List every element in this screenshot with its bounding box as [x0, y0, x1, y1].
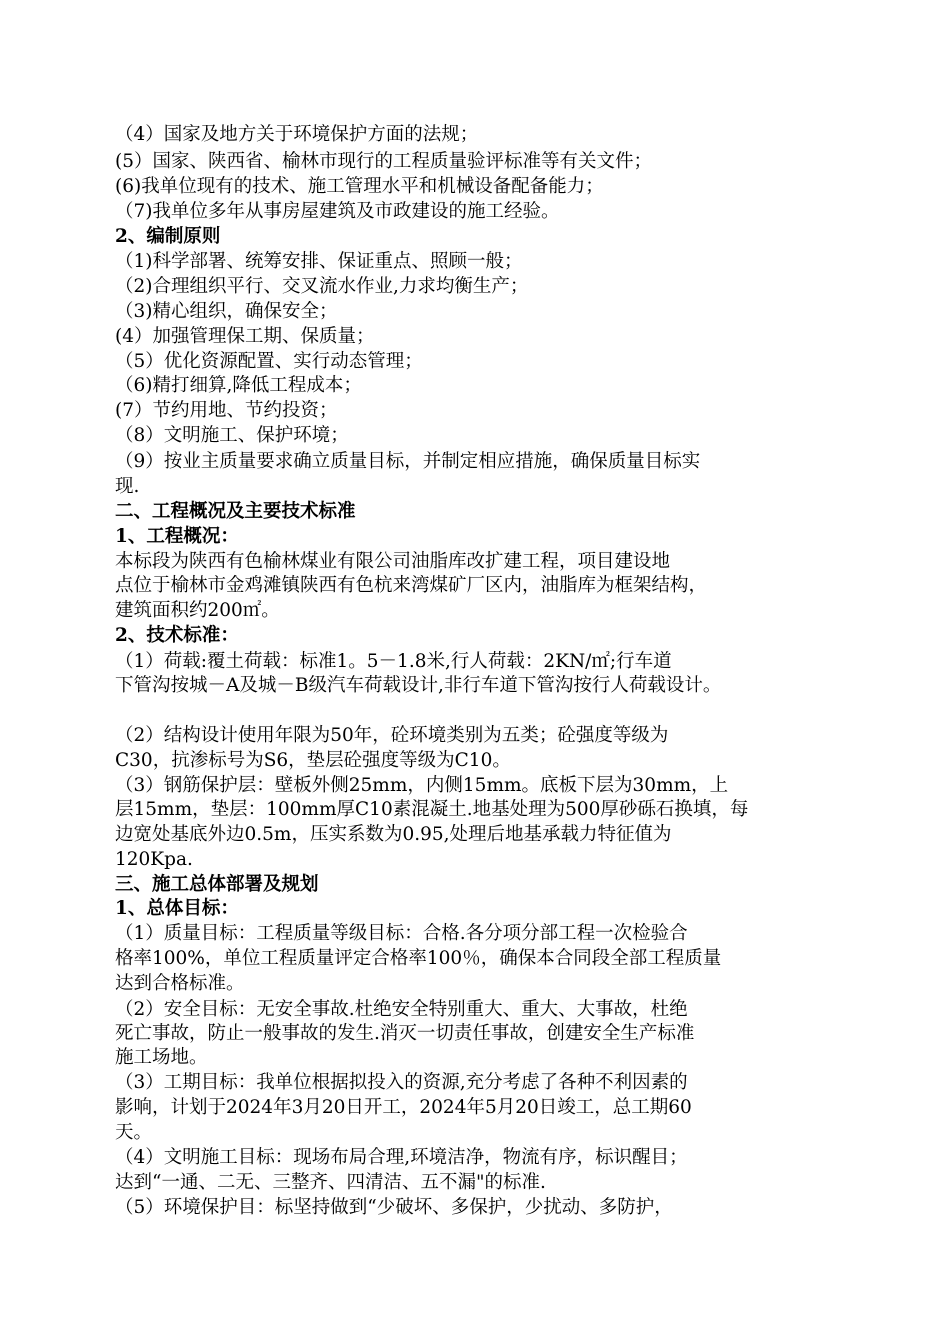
text-line: 格率100%，单位工程质量评定合格率100％，确保本合同段全部工程质量 [115, 948, 722, 969]
text-line: 达到“一通、二无、三整齐、四清洁、五不漏"的标准. [115, 1172, 546, 1193]
text-line: （3)精心组织，确保安全； [115, 301, 338, 322]
text-line: 120Kpa. [115, 849, 193, 870]
text-line: 点位于榆林市金鸡滩镇陕西有色杭来湾煤矿厂区内，油脂库为框架结构， [115, 575, 708, 596]
text-line: （4）文明施工目标：现场布局合理,环境洁净，物流有序，标识醒目； [115, 1147, 688, 1168]
chapter-heading: 二、工程概况及主要技术标准 [115, 501, 356, 522]
text-line: (6)我单位现有的技术、施工管理水平和机械设备配备能力； [115, 176, 604, 197]
text-line: （3）钢筋保护层：壁板外侧25mm，内侧15mm。底板下层为30mm，上 [115, 775, 729, 796]
text-line: 影响，计划于2024年3月20日开工，2024年5月20日竣工，总工期60 [115, 1097, 692, 1118]
text-line: （6)精打细算,降低工程成本； [115, 375, 362, 396]
text-line: 施工场地。 [115, 1047, 208, 1068]
text-line: 天。 [115, 1122, 153, 1143]
text-line: （3）工期目标：我单位根据拟投入的资源,充分考虑了各种不利因素的 [115, 1072, 688, 1093]
text-line: 下管沟按城－A及城－B级汽车荷载设计,非行车道下管沟按行人荷载设计。 [115, 675, 722, 696]
chapter-heading: 三、施工总体部署及规划 [115, 874, 319, 895]
text-line: （1)科学部署、统筹安排、保证重点、照顾一般； [115, 251, 523, 272]
text-line: 层15mm，垫层：100mm厚C10素混凝土.地基处理为500厚砂砾石换填，每 [115, 799, 749, 820]
text-line: 达到合格标准。 [115, 973, 245, 994]
section-heading: 1、工程概况： [115, 526, 239, 547]
text-line: 死亡事故，防止一般事故的发生.消灭一切责任事故，创建安全生产标准 [115, 1023, 695, 1044]
section-heading: 1、总体目标： [115, 898, 239, 919]
text-line: （1）质量目标：工程质量等级目标：合格.各分项分部工程一次检验合 [115, 923, 688, 944]
text-line: （5）环境保护目：标坚持做到“少破坏、多保护，少扰动、多防护， [115, 1197, 673, 1218]
text-line: C30，抗渗标号为S6，垫层砼强度等级为C10。 [115, 750, 511, 771]
text-line: 本标段为陕西有色榆林煤业有限公司油脂库改扩建工程，项目建设地 [115, 551, 671, 572]
text-line: （5）优化资源配置、实行动态管理； [115, 351, 423, 372]
text-line: （7)我单位多年从事房屋建筑及市政建设的施工经验。 [115, 201, 560, 222]
text-line: 现. [115, 476, 140, 497]
text-line: (5）国家、陕西省、榆林市现行的工程质量验评标准等有关文件； [115, 151, 652, 172]
text-line: （8）文明施工、保护环境； [115, 425, 349, 446]
section-heading: 2、技术标准： [115, 625, 239, 646]
text-line: (4）加强管理保工期、保质量； [115, 326, 375, 347]
text-line: （2）结构设计使用年限为50年，砼环境类别为五类；砼强度等级为 [115, 725, 669, 746]
text-line: （9）按业主质量要求确立质量目标，并制定相应措施，确保质量目标实 [115, 451, 701, 472]
text-line: (7）节约用地、节约投资； [115, 400, 338, 421]
text-line: （2)合理组织平行、交叉流水作业,力求均衡生产； [115, 276, 529, 297]
text-line: 边宽处基底外边0.5m，压实系数为0.95,处理后地基承载力特征值为 [115, 824, 672, 845]
text-line: 建筑面积约200㎡。 [115, 600, 280, 621]
text-line: （4）国家及地方关于环境保护方面的法规； [115, 124, 479, 145]
text-line: （2）安全目标：无安全事故.杜绝安全特别重大、重大、大事故，杜绝 [115, 999, 688, 1020]
section-heading: 2、编制原则 [115, 226, 221, 247]
text-line: （1）荷载:覆土荷载：标准1。5－1.8米,行人荷载：2KN/㎡;行车道 [115, 651, 672, 672]
